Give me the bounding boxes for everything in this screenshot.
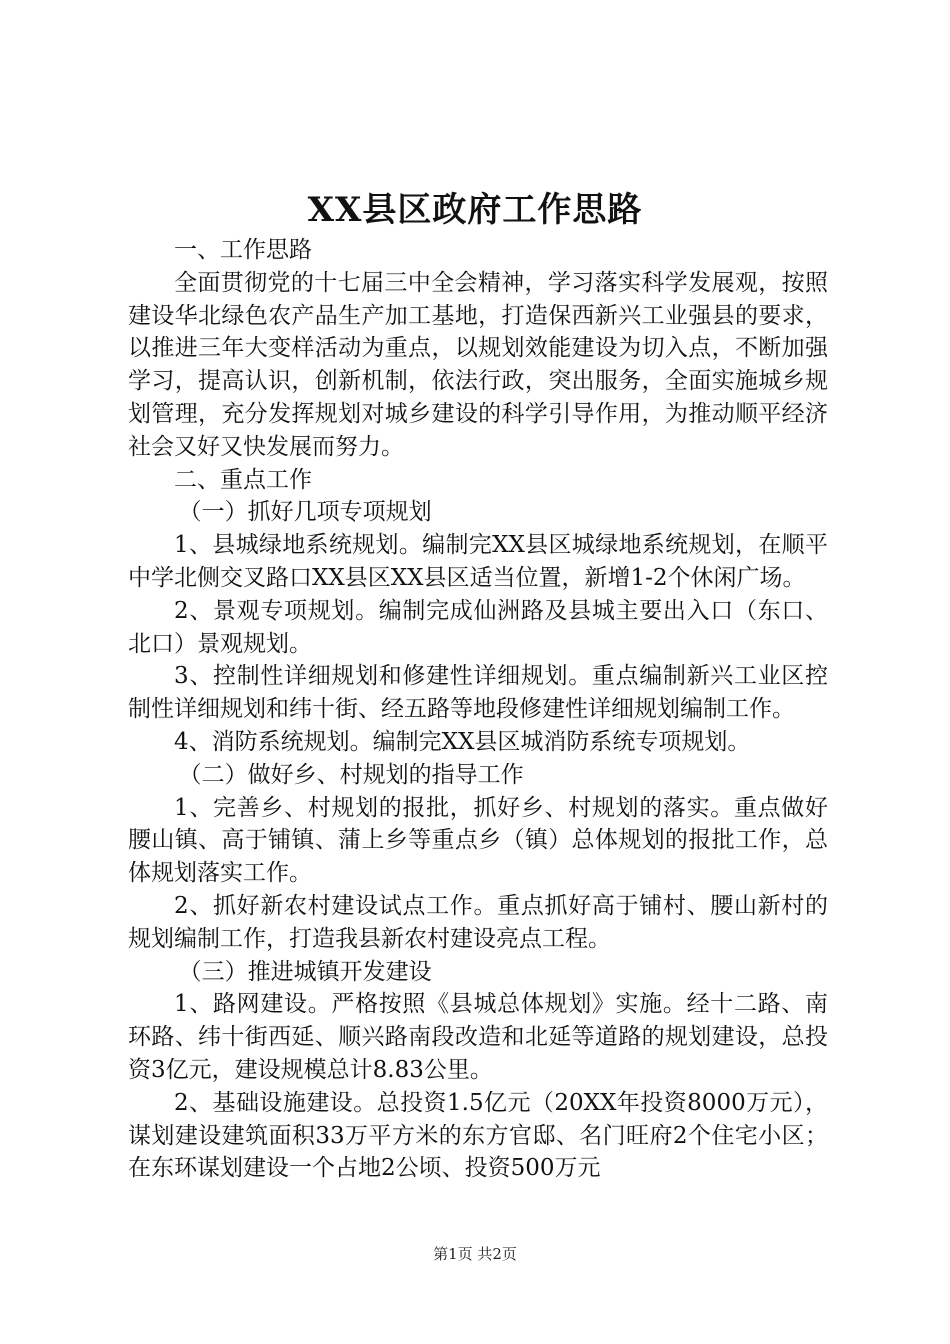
paragraph: 3、控制性详细规划和修建性详细规划。重点编制新兴工业区控制性详细规划和纬十街、经五路等地段修建性详细规划编制工作。 [128,663,828,723]
subsection-heading: （二）做好乡、村规划的指导工作 [178,761,524,788]
paragraph: 2、基础设施建设。总投资1.5亿元（20XX年投资8000万元），谋划建设建筑面积33万平方米的东方官邸、名门旺府2个住宅小区；在东环谋划建设一个占地2公顷、投资500万元 [128,1089,828,1182]
document-title: XX县区政府工作思路 [307,190,643,230]
page-number-footer: 第1页 共2页 [433,1245,517,1263]
paragraph: 1、路网建设。严格按照《县城总体规划》实施。经十二路、南环路、纬十街西延、顺兴路南段改造和北延等道路的规划建设，总投资3亿元，建设规模总计8.83公里。 [128,991,828,1083]
paragraph: 1、完善乡、村规划的报批，抓好乡、村规划的落实。重点做好腰山镇、高于铺镇、蒲上乡等重点乡（镇）总体规划的报批工作，总体规划落实工作。 [128,794,828,887]
subsection-heading: （三）推进城镇开发建设 [178,958,432,985]
section-heading: 一、工作思路 [174,237,312,263]
paragraph: 2、抓好新农村建设试点工作。重点抓好高于铺村、腰山新村的规划编制工作，打造我县新农村建设亮点工程。 [128,892,828,952]
document-body [128,234,828,1185]
paragraph: 1、县城绿地系统规划。编制完XX县区城绿地系统规划，在顺平中学北侧交叉路口XX县区XX县区适当位置，新增1-2个休闲广场。 [128,532,828,591]
paragraph: 4、消防系统规划。编制完XX县区城消防系统专项规划。 [174,728,751,755]
paragraph: 全面贯彻党的十七届三中全会精神，学习落实科学发展观，按照建设华北绿色农产品生产加工基地，打造保西新兴工业强县的要求，以推进三年大变样活动为重点，以规划效能建设为切入点，不断加强学习，提高认识，创新机制，依法行政，突出服务，全面实施城乡规划管理，充分发挥规划对城乡建设的科学引导作用，为推动顺平经济社会又好又快发展而努力。 [128,269,828,460]
section-heading: 二、重点工作 [174,466,312,493]
paragraph: 2、景观专项规划。编制完成仙洲路及县城主要出入口（东口、北口）景观规划。 [128,597,828,657]
subsection-heading: （一）抓好几项专项规划 [178,499,432,526]
